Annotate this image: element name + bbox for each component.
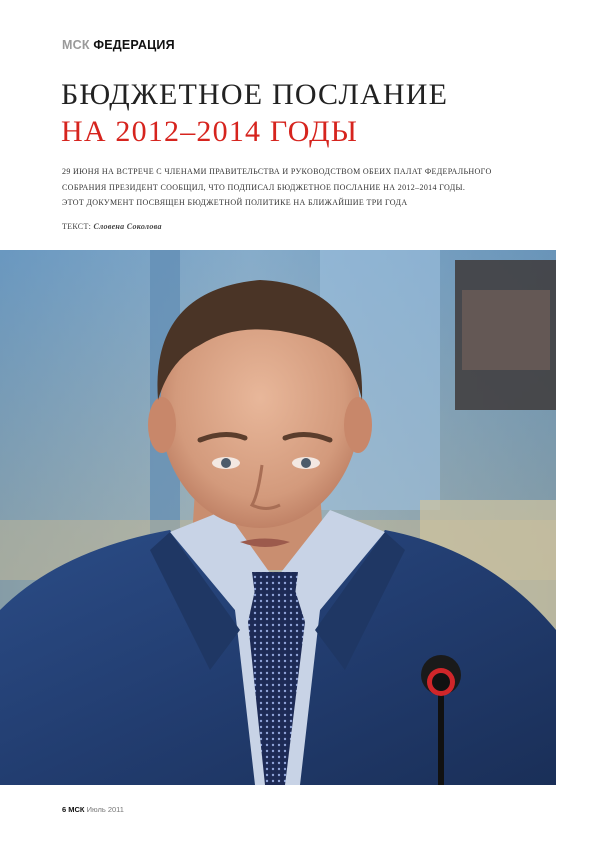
article-headline	[61, 76, 581, 150]
page-footer	[62, 805, 124, 814]
portrait-photo	[0, 250, 556, 785]
section-label	[62, 38, 175, 52]
article-photo	[0, 250, 556, 785]
byline-author: Словена Соколова	[93, 222, 162, 231]
magazine-name: МСК	[68, 805, 85, 814]
byline-label: ТЕКСТ:	[62, 222, 92, 231]
headline-line-2: НА 2012–2014 ГОДЫ	[61, 115, 359, 148]
section-brand: МСК	[62, 38, 90, 52]
page-number: 6	[62, 805, 67, 814]
lead-line-1: 29 ИЮНЯ НА ВСТРЕЧЕ С ЧЛЕНАМИ ПРАВИТЕЛЬСТВА И РУКОВОДСТВОМ ОБЕИХ ПАЛАТ ФЕДЕРАЛЬНОГО	[62, 167, 492, 176]
issue-date: Июль 2011	[86, 805, 124, 814]
byline	[62, 222, 162, 231]
section-rubric: ФЕДЕРАЦИЯ	[93, 38, 175, 52]
article-lead	[62, 164, 532, 211]
headline-line-1: БЮДЖЕТНОЕ ПОСЛАНИЕ	[61, 78, 449, 111]
lead-line-2: СОБРАНИЯ ПРЕЗИДЕНТ СООБЩИЛ, ЧТО ПОДПИСАЛ БЮДЖЕТНОЕ ПОСЛАНИЕ НА 2012–2014 ГОДЫ.	[62, 182, 466, 192]
lead-line-3: ЭТОТ ДОКУМЕНТ ПОСВЯЩЕН БЮДЖЕТНОЙ ПОЛИТИКЕ НА БЛИЖАЙШИЕ ТРИ ГОДА	[62, 198, 408, 207]
